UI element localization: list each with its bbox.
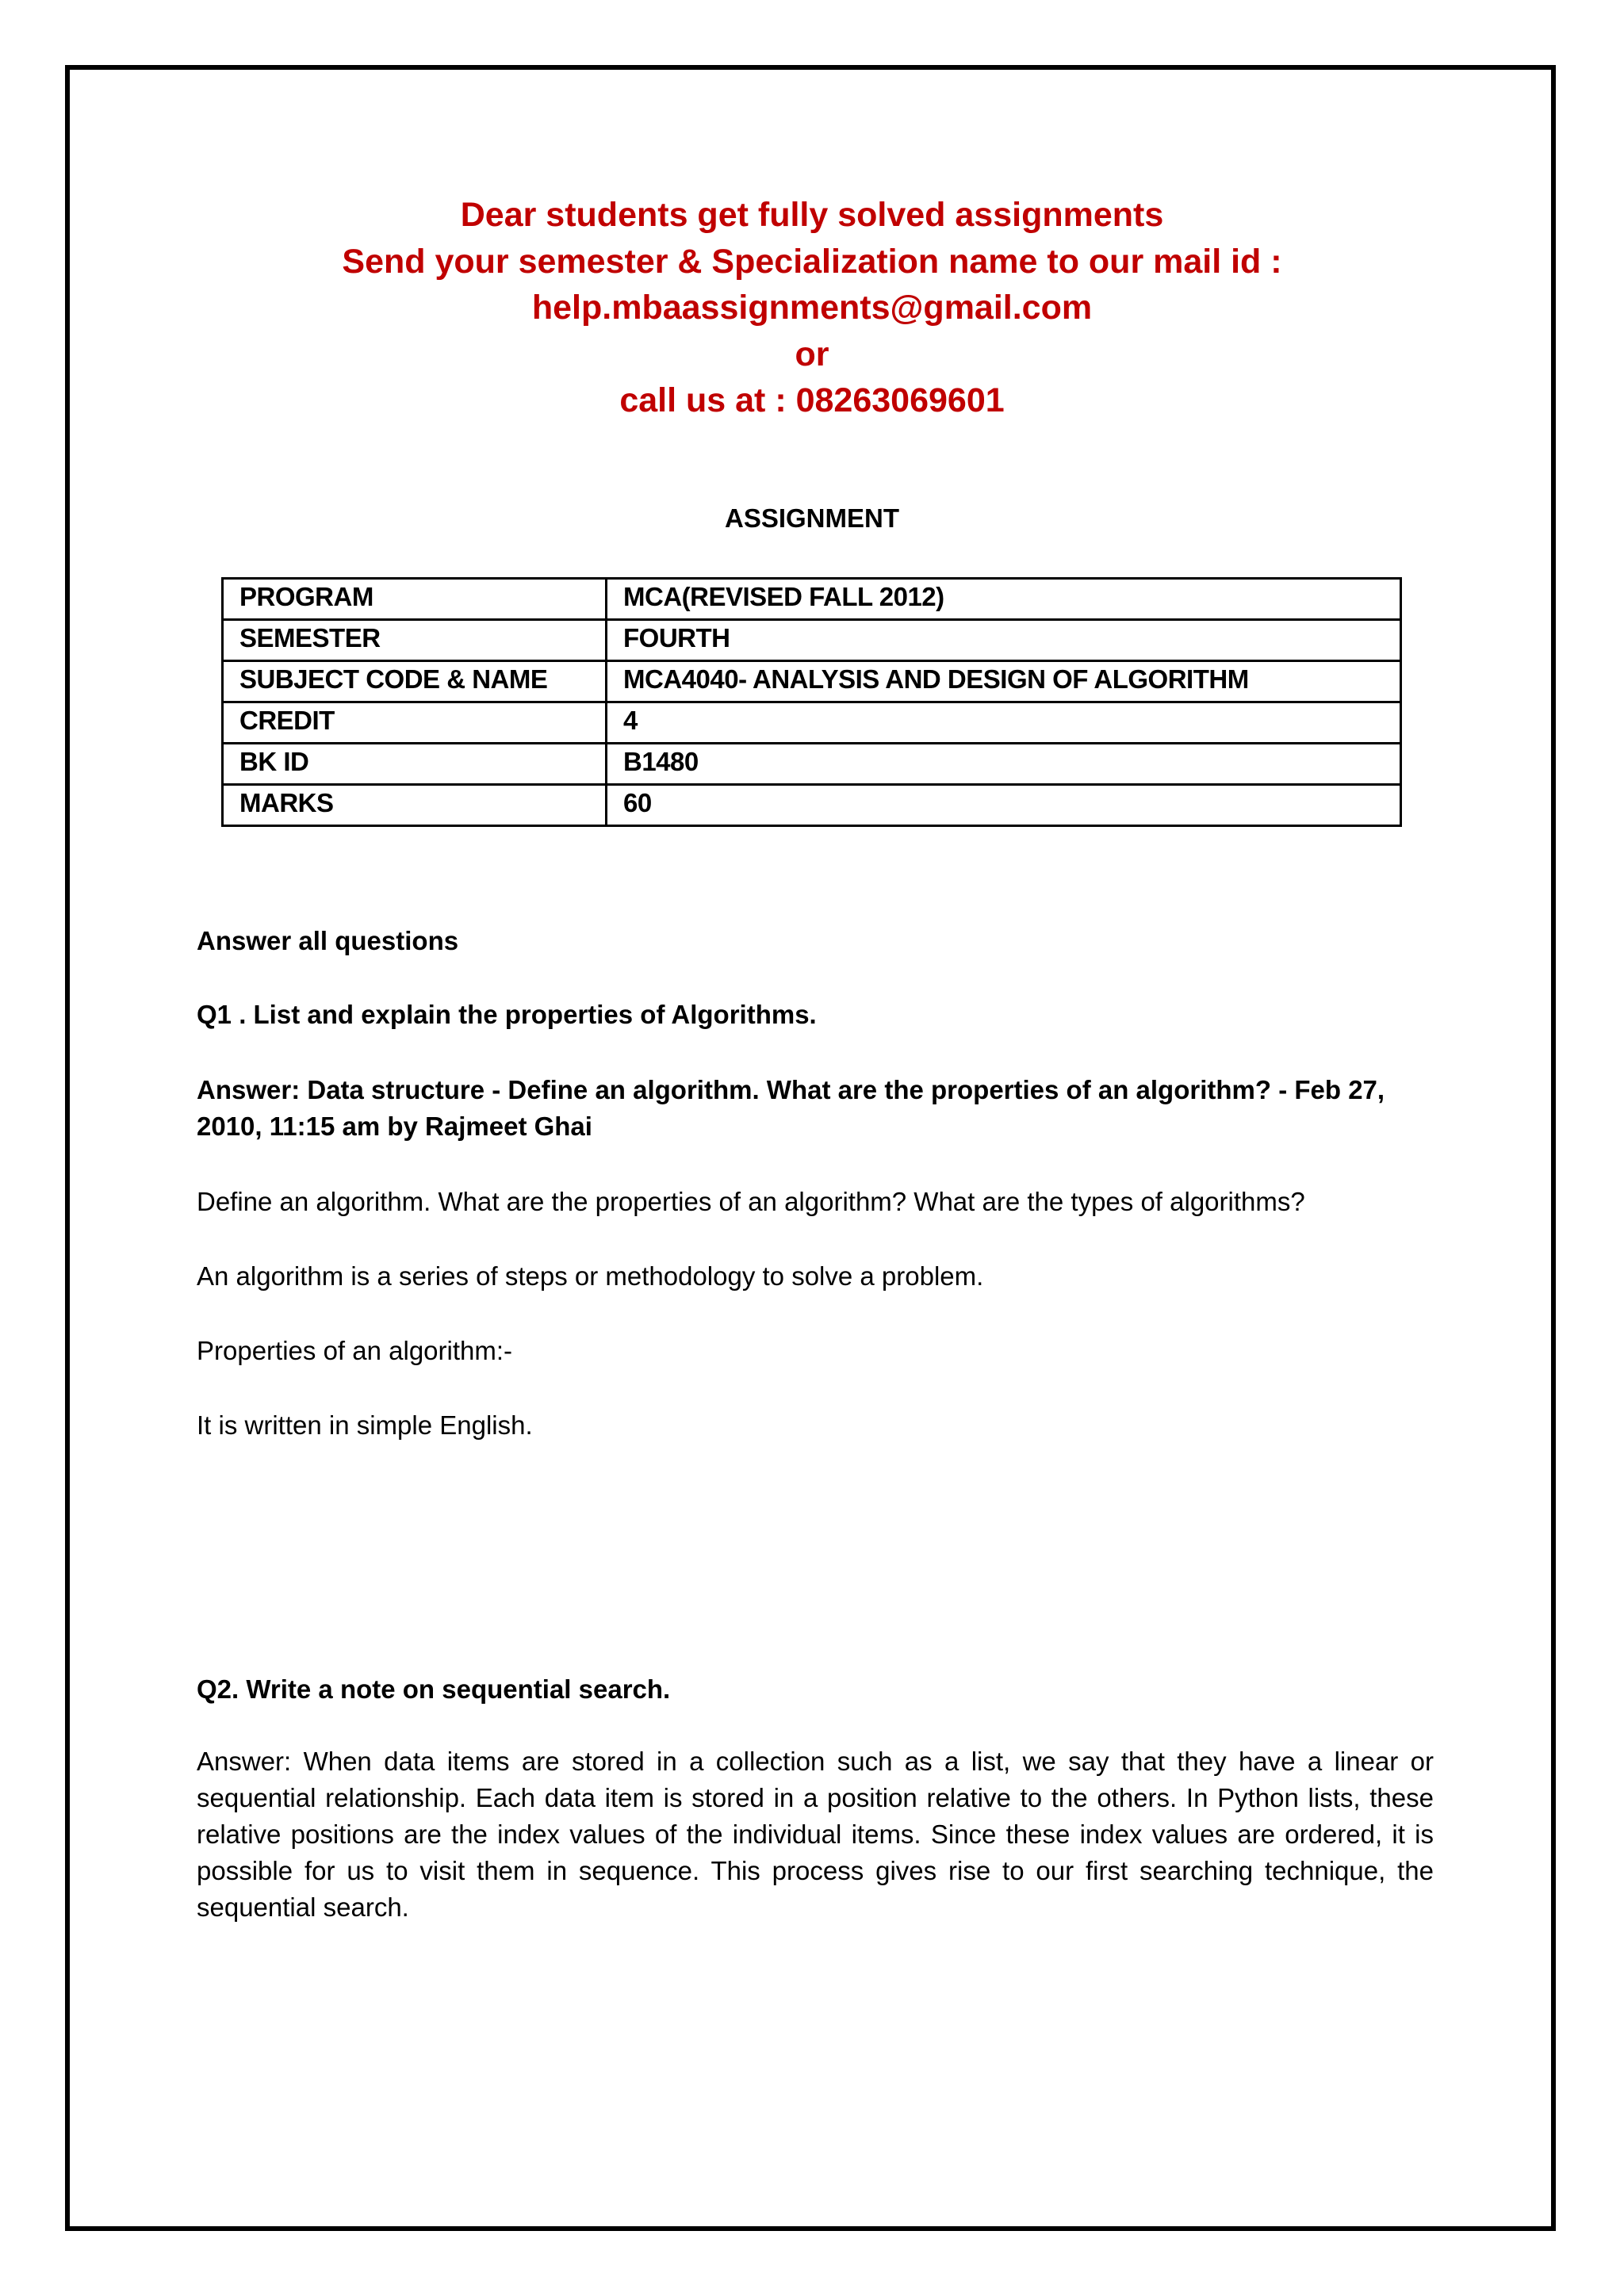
promo-or: or bbox=[795, 335, 829, 373]
table-cell-value: B1480 bbox=[607, 744, 1401, 785]
table-cell-label: BK ID bbox=[223, 744, 607, 785]
table-row bbox=[223, 661, 1401, 702]
table-cell-value: 4 bbox=[607, 702, 1401, 744]
promo-line-2: Send your semester & Specialization name to our mail id : bbox=[342, 242, 1282, 281]
promo-banner bbox=[0, 192, 1624, 424]
instructions: Answer all questions bbox=[197, 926, 459, 955]
q2-answer: Answer: When data items are stored in a collection such as a list, we say that they have a linear or sequential relationship. Each data item is stored in a position relative to the others. In Python lists, these relative positions are the index values of the individual items. Since these index values are ordered, it is possible for us to visit them in sequence. This process gives rise to our first searching technique, the sequential search. bbox=[197, 1747, 1434, 1922]
assignment-heading: ASSIGNMENT bbox=[724, 503, 899, 533]
q1-question: Q1 . List and explain the properties of Algorithms. bbox=[197, 1000, 817, 1029]
promo-phone: call us at : 08263069601 bbox=[619, 381, 1005, 419]
q1-paragraph-4: It is written in simple English. bbox=[197, 1410, 533, 1440]
table-cell-value: 60 bbox=[607, 785, 1401, 826]
q1-paragraph-1: Define an algorithm. What are the properties of an algorithm? What are the types of algorithms? bbox=[197, 1187, 1305, 1216]
assignment-info-table bbox=[221, 577, 1402, 827]
table-cell-label: MARKS bbox=[223, 785, 607, 826]
table-row bbox=[223, 579, 1401, 620]
q1-paragraph-2: An algorithm is a series of steps or methodology to solve a problem. bbox=[197, 1261, 984, 1291]
promo-email: help.mbaassignments@gmail.com bbox=[531, 289, 1093, 327]
q1-paragraph-3: Properties of an algorithm:- bbox=[197, 1336, 513, 1365]
promo-line-1: Dear students get fully solved assignments bbox=[460, 196, 1164, 234]
table-cell-value: MCA(REVISED FALL 2012) bbox=[607, 579, 1401, 620]
table-cell-label: SUBJECT CODE & NAME bbox=[223, 661, 607, 702]
table-cell-label: SEMESTER bbox=[223, 620, 607, 661]
table-cell-label: CREDIT bbox=[223, 702, 607, 744]
table-cell-label: PROGRAM bbox=[223, 579, 607, 620]
q2-question: Q2. Write a note on sequential search. bbox=[197, 1674, 671, 1704]
table-row bbox=[223, 620, 1401, 661]
table-row bbox=[223, 785, 1401, 826]
table-row bbox=[223, 744, 1401, 785]
table-cell-value: FOURTH bbox=[607, 620, 1401, 661]
table-row bbox=[223, 702, 1401, 744]
table-cell-value: MCA4040- ANALYSIS AND DESIGN OF ALGORITHM bbox=[607, 661, 1401, 702]
q1-answer-header: Answer: Data structure - Define an algorithm. What are the properties of an algorithm? - Feb 27, 2010, 11:15 am by Rajmeet Ghai bbox=[197, 1075, 1385, 1141]
